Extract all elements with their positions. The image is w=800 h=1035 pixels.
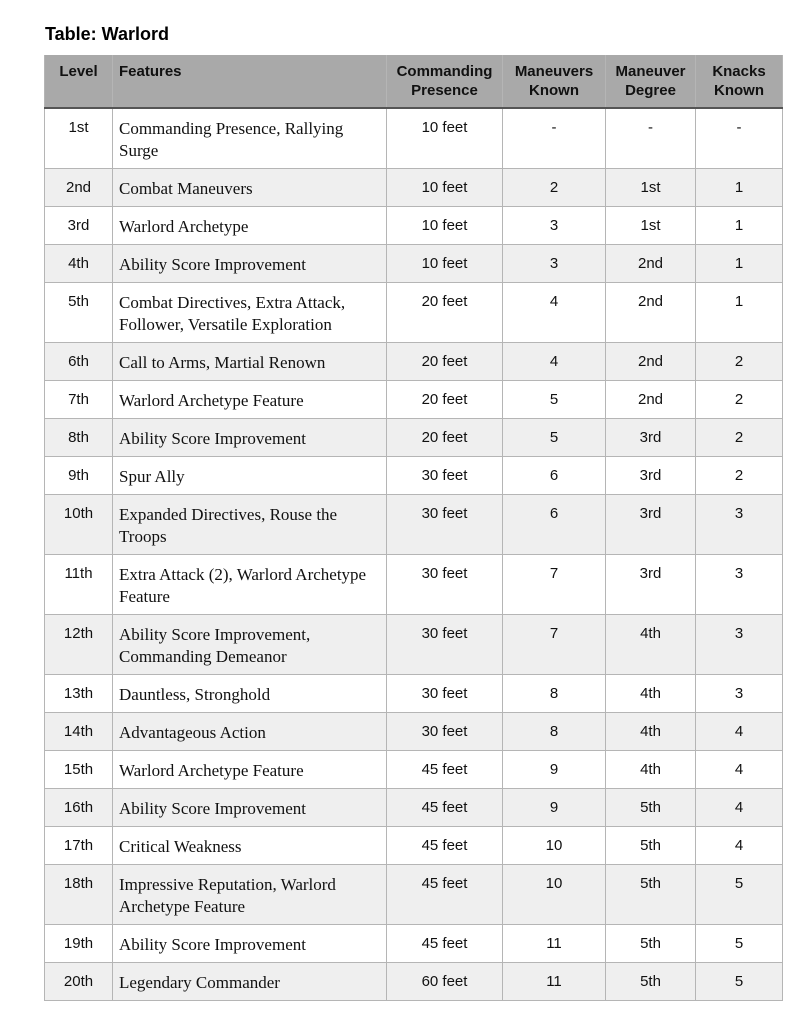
- cell-maneuvers-known: 6: [503, 457, 606, 495]
- table-row: [45, 283, 783, 343]
- cell-commanding-presence: 45 feet: [387, 925, 503, 963]
- cell-maneuvers-known: 3: [503, 245, 606, 283]
- cell-maneuvers-known: 4: [503, 343, 606, 381]
- table-row: [45, 381, 783, 419]
- cell-level: 9th: [45, 457, 113, 495]
- cell-level: 4th: [45, 245, 113, 283]
- cell-commanding-presence: 20 feet: [387, 343, 503, 381]
- cell-commanding-presence: 30 feet: [387, 675, 503, 713]
- cell-knacks-known: 1: [696, 283, 783, 343]
- cell-features: Ability Score Improvement: [113, 789, 387, 827]
- table-row: [45, 457, 783, 495]
- cell-knacks-known: 5: [696, 925, 783, 963]
- cell-level: 3rd: [45, 207, 113, 245]
- table-row: [45, 419, 783, 457]
- cell-maneuver-degree: 1st: [606, 169, 696, 207]
- header-maneuver-degree: Maneuver Degree: [606, 55, 696, 108]
- cell-features: Call to Arms, Martial Renown: [113, 343, 387, 381]
- cell-knacks-known: 2: [696, 457, 783, 495]
- cell-level: 6th: [45, 343, 113, 381]
- cell-knacks-known: 3: [696, 495, 783, 555]
- header-maneuvers-known: Maneuvers Known: [503, 55, 606, 108]
- cell-commanding-presence: 45 feet: [387, 865, 503, 925]
- cell-maneuver-degree: 3rd: [606, 495, 696, 555]
- cell-maneuvers-known: 2: [503, 169, 606, 207]
- cell-features: Commanding Presence, Rallying Surge: [113, 108, 387, 169]
- cell-level: 16th: [45, 789, 113, 827]
- cell-knacks-known: 1: [696, 207, 783, 245]
- cell-features: Spur Ally: [113, 457, 387, 495]
- table-row: [45, 713, 783, 751]
- cell-maneuvers-known: 11: [503, 925, 606, 963]
- cell-level: 11th: [45, 555, 113, 615]
- cell-knacks-known: 3: [696, 555, 783, 615]
- cell-level: 7th: [45, 381, 113, 419]
- cell-maneuvers-known: -: [503, 108, 606, 169]
- cell-features: Combat Directives, Extra Attack, Follower, Versatile Exploration: [113, 283, 387, 343]
- header-features: Features: [113, 55, 387, 108]
- table-row: [45, 865, 783, 925]
- cell-knacks-known: 4: [696, 713, 783, 751]
- table-row: [45, 963, 783, 1001]
- cell-commanding-presence: 60 feet: [387, 963, 503, 1001]
- cell-level: 18th: [45, 865, 113, 925]
- cell-maneuvers-known: 8: [503, 713, 606, 751]
- cell-commanding-presence: 30 feet: [387, 495, 503, 555]
- cell-features: Dauntless, Stronghold: [113, 675, 387, 713]
- cell-commanding-presence: 30 feet: [387, 555, 503, 615]
- cell-features: Ability Score Improvement, Commanding Demeanor: [113, 615, 387, 675]
- cell-knacks-known: 2: [696, 343, 783, 381]
- cell-features: Warlord Archetype: [113, 207, 387, 245]
- table-row: [45, 615, 783, 675]
- cell-features: Legendary Commander: [113, 963, 387, 1001]
- cell-commanding-presence: 30 feet: [387, 713, 503, 751]
- table-row: [45, 343, 783, 381]
- cell-commanding-presence: 20 feet: [387, 419, 503, 457]
- cell-maneuvers-known: 8: [503, 675, 606, 713]
- cell-maneuvers-known: 6: [503, 495, 606, 555]
- table-row: [45, 245, 783, 283]
- cell-commanding-presence: 10 feet: [387, 169, 503, 207]
- cell-maneuver-degree: 5th: [606, 827, 696, 865]
- header-row: [45, 55, 783, 108]
- cell-features: Warlord Archetype Feature: [113, 751, 387, 789]
- cell-maneuver-degree: 5th: [606, 925, 696, 963]
- table-row: [45, 789, 783, 827]
- warlord-table: [44, 55, 783, 1001]
- cell-knacks-known: -: [696, 108, 783, 169]
- table-row: [45, 495, 783, 555]
- cell-features: Expanded Directives, Rouse the Troops: [113, 495, 387, 555]
- cell-level: 10th: [45, 495, 113, 555]
- cell-maneuvers-known: 5: [503, 419, 606, 457]
- cell-maneuvers-known: 3: [503, 207, 606, 245]
- cell-commanding-presence: 45 feet: [387, 789, 503, 827]
- cell-maneuver-degree: 4th: [606, 751, 696, 789]
- cell-knacks-known: 5: [696, 865, 783, 925]
- cell-level: 12th: [45, 615, 113, 675]
- table-body: [45, 108, 783, 1001]
- cell-maneuvers-known: 4: [503, 283, 606, 343]
- cell-commanding-presence: 30 feet: [387, 457, 503, 495]
- cell-level: 5th: [45, 283, 113, 343]
- cell-level: 1st: [45, 108, 113, 169]
- cell-maneuver-degree: 2nd: [606, 343, 696, 381]
- table-row: [45, 555, 783, 615]
- cell-maneuver-degree: 3rd: [606, 419, 696, 457]
- cell-maneuver-degree: 2nd: [606, 283, 696, 343]
- table-row: [45, 827, 783, 865]
- table-row: [45, 751, 783, 789]
- cell-maneuvers-known: 11: [503, 963, 606, 1001]
- cell-level: 2nd: [45, 169, 113, 207]
- cell-maneuver-degree: 3rd: [606, 555, 696, 615]
- header-commanding-presence: Commanding Presence: [387, 55, 503, 108]
- cell-knacks-known: 5: [696, 963, 783, 1001]
- cell-maneuvers-known: 7: [503, 555, 606, 615]
- cell-features: Extra Attack (2), Warlord Archetype Feature: [113, 555, 387, 615]
- header-knacks-known: Knacks Known: [696, 55, 783, 108]
- cell-knacks-known: 2: [696, 381, 783, 419]
- table-row: [45, 207, 783, 245]
- cell-maneuver-degree: 4th: [606, 675, 696, 713]
- table-row: [45, 169, 783, 207]
- cell-level: 15th: [45, 751, 113, 789]
- table-row: [45, 925, 783, 963]
- cell-maneuver-degree: 1st: [606, 207, 696, 245]
- cell-maneuvers-known: 10: [503, 865, 606, 925]
- cell-maneuvers-known: 9: [503, 789, 606, 827]
- cell-level: 13th: [45, 675, 113, 713]
- cell-commanding-presence: 10 feet: [387, 108, 503, 169]
- cell-level: 14th: [45, 713, 113, 751]
- cell-knacks-known: 4: [696, 751, 783, 789]
- cell-features: Combat Maneuvers: [113, 169, 387, 207]
- cell-level: 19th: [45, 925, 113, 963]
- cell-features: Impressive Reputation, Warlord Archetype Feature: [113, 865, 387, 925]
- cell-maneuvers-known: 5: [503, 381, 606, 419]
- cell-maneuver-degree: -: [606, 108, 696, 169]
- cell-knacks-known: 3: [696, 615, 783, 675]
- cell-maneuvers-known: 9: [503, 751, 606, 789]
- cell-features: Warlord Archetype Feature: [113, 381, 387, 419]
- cell-level: 17th: [45, 827, 113, 865]
- cell-commanding-presence: 10 feet: [387, 245, 503, 283]
- cell-features: Ability Score Improvement: [113, 245, 387, 283]
- table-row: [45, 108, 783, 169]
- cell-features: Critical Weakness: [113, 827, 387, 865]
- cell-maneuvers-known: 7: [503, 615, 606, 675]
- cell-knacks-known: 4: [696, 827, 783, 865]
- cell-maneuver-degree: 5th: [606, 963, 696, 1001]
- cell-maneuver-degree: 2nd: [606, 381, 696, 419]
- cell-maneuver-degree: 4th: [606, 615, 696, 675]
- cell-level: 8th: [45, 419, 113, 457]
- cell-commanding-presence: 20 feet: [387, 283, 503, 343]
- cell-maneuver-degree: 3rd: [606, 457, 696, 495]
- cell-knacks-known: 2: [696, 419, 783, 457]
- cell-commanding-presence: 10 feet: [387, 207, 503, 245]
- cell-features: Advantageous Action: [113, 713, 387, 751]
- cell-level: 20th: [45, 963, 113, 1001]
- cell-commanding-presence: 45 feet: [387, 827, 503, 865]
- cell-knacks-known: 1: [696, 245, 783, 283]
- cell-maneuvers-known: 10: [503, 827, 606, 865]
- cell-knacks-known: 4: [696, 789, 783, 827]
- cell-maneuver-degree: 2nd: [606, 245, 696, 283]
- table-title: Table: Warlord: [45, 24, 170, 44]
- cell-knacks-known: 1: [696, 169, 783, 207]
- cell-maneuver-degree: 5th: [606, 865, 696, 925]
- table-row: [45, 675, 783, 713]
- cell-features: Ability Score Improvement: [113, 925, 387, 963]
- cell-maneuver-degree: 5th: [606, 789, 696, 827]
- cell-commanding-presence: 30 feet: [387, 615, 503, 675]
- cell-knacks-known: 3: [696, 675, 783, 713]
- header-level: Level: [45, 55, 113, 108]
- cell-maneuver-degree: 4th: [606, 713, 696, 751]
- cell-commanding-presence: 20 feet: [387, 381, 503, 419]
- cell-features: Ability Score Improvement: [113, 419, 387, 457]
- cell-commanding-presence: 45 feet: [387, 751, 503, 789]
